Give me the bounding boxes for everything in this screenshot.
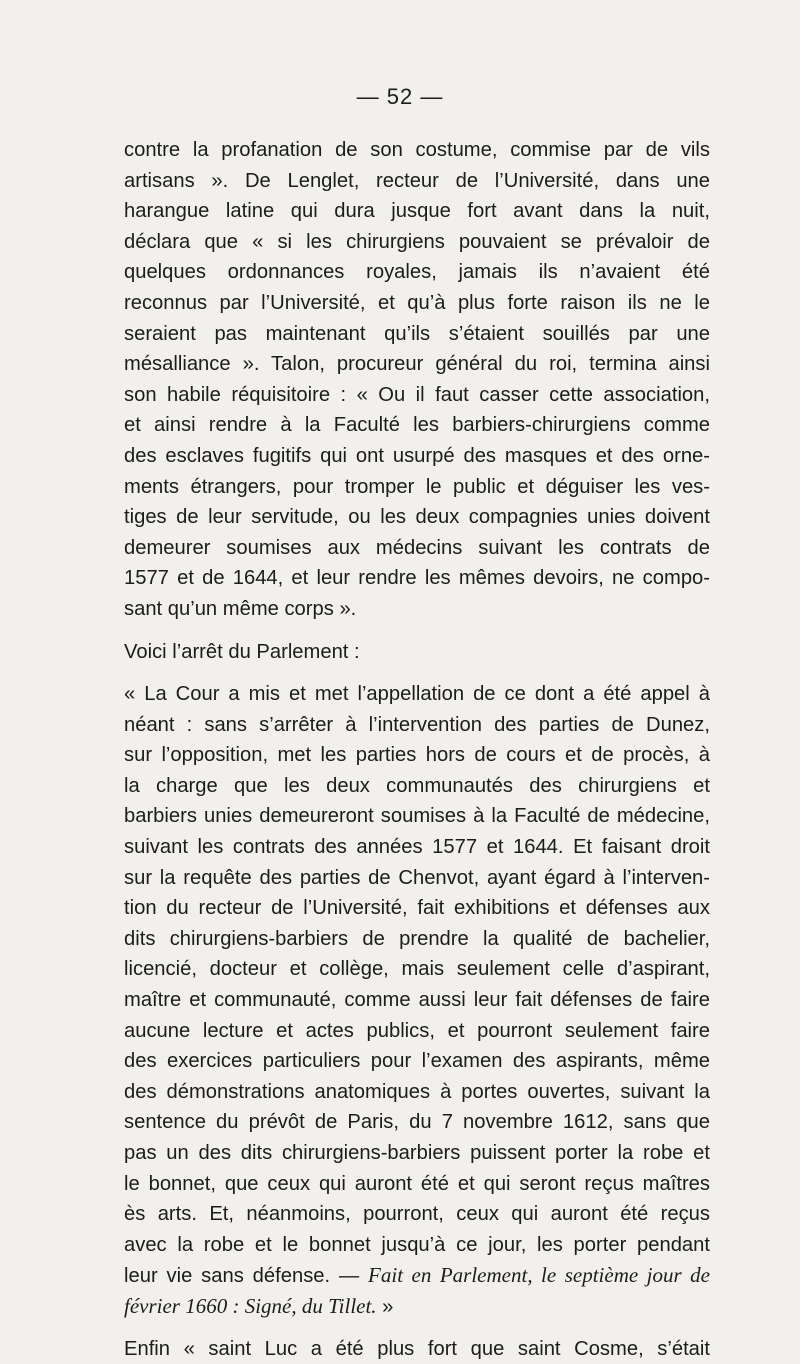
text-line: sant qu’un même corps ».	[124, 597, 357, 620]
text-line: sur l’opposition, met les parties hors de cours et de procès, à	[124, 744, 710, 767]
text-line: 1577 et de 1644, et leur rendre les mêmes devoirs, ne compo-	[124, 567, 710, 590]
text-line	[124, 1291, 710, 1322]
text-line: des exercices particuliers pour l’examen des aspirants, même	[124, 1050, 710, 1073]
paragraph-1	[124, 135, 710, 625]
closing-formula: Fait en Parlement, le septième jour de	[368, 1263, 711, 1288]
text-line: Enfin « saint Luc a été plus fort que saint Cosme, s’était	[124, 1337, 710, 1360]
page-number: — 52 —	[356, 84, 444, 109]
paragraph-3	[124, 679, 710, 1321]
text-line: le bonnet, que ceux qui auront été et qui seront reçus maîtres	[124, 1172, 710, 1195]
text-line: harangue latine qui dura jusque fort avant dans la nuit,	[124, 200, 710, 223]
paragraph-4	[124, 1334, 710, 1364]
closing-quote: »	[382, 1295, 394, 1318]
text-line: ès arts. Et, néanmoins, pourront, ceux qui auront été reçus	[124, 1203, 710, 1226]
text-line: mésalliance ». Talon, procureur général du roi, termina ainsi	[124, 353, 710, 376]
text-line: Voici l’arrêt du Parlement :	[124, 640, 360, 663]
body-text	[124, 135, 710, 1364]
text-line: demeurer soumises aux médecins suivant les contrats de	[124, 536, 710, 559]
text-line: la charge que les deux communautés des chirurgiens et	[124, 774, 710, 797]
text-line: dits chirurgiens-barbiers de prendre la qualité de bachelier,	[124, 927, 710, 950]
text-line: sentence du prévôt de Paris, du 7 novembre 1612, sans que	[124, 1111, 710, 1134]
text-line: déclara que « si les chirurgiens pouvaient se prévaloir de	[124, 230, 710, 253]
text-line: maître et communauté, comme aussi leur fait défenses de faire	[124, 989, 710, 1012]
text-line: licencié, docteur et collège, mais seulement celle d’aspirant,	[124, 958, 710, 981]
text-line: artisans ». De Lenglet, recteur de l’Université, dans une	[124, 169, 710, 192]
text-line: seraient pas maintenant qu’ils s’étaient souillés par une	[124, 322, 710, 345]
text-line: et ainsi rendre à la Faculté les barbiers-chirurgiens comme	[124, 414, 710, 437]
text-line: barbiers unies demeureront soumises à la Faculté de médecine,	[124, 805, 710, 828]
text-line-start: leur vie sans défense. —	[124, 1265, 360, 1288]
text-line: son habile réquisitoire : « Ou il faut casser cette association,	[124, 383, 710, 406]
text-line: pas un des dits chirurgiens-barbiers puissent porter la robe et	[124, 1142, 710, 1164]
text-line: quelques ordonnances royales, jamais ils n’avaient été	[124, 261, 710, 284]
text-line: ments étrangers, pour tromper le public et déguiser les ves-	[124, 475, 710, 498]
text-line	[124, 1260, 710, 1291]
text-line: sur la requête des parties de Chenvot, ayant égard à l’interven-	[124, 866, 710, 889]
text-line: tion du recteur de l’Université, fait exhibitions et défenses aux	[124, 897, 710, 920]
text-line: aucune lecture et actes publics, et pourront seulement faire	[124, 1019, 710, 1042]
text-line: néant : sans s’arrêter à l’intervention des parties de Dunez,	[124, 713, 710, 736]
signature-line: février 1660 : Signé, du Tillet.	[124, 1293, 377, 1318]
text-line: des démonstrations anatomiques à portes ouvertes, suivant la	[124, 1080, 710, 1103]
text-line: suivant les contrats des années 1577 et 1644. Et faisant droit	[124, 836, 710, 859]
text-line: tiges de leur servitude, ou les deux compagnies unies doivent	[124, 506, 710, 529]
text-line: avec la robe et le bonnet jusqu’à ce jour, les porter pendant	[124, 1233, 710, 1256]
text-line: « La Cour a mis et met l’appellation de ce dont a été appel à	[124, 683, 710, 706]
text-line: des esclaves fugitifs qui ont usurpé des masques et des orne-	[124, 444, 710, 467]
paragraph-2	[124, 637, 710, 668]
text-line: contre la profanation de son costume, commise par de vils	[124, 139, 710, 161]
text-line: reconnus par l’Université, et qu’à plus forte raison ils ne le	[124, 291, 710, 314]
